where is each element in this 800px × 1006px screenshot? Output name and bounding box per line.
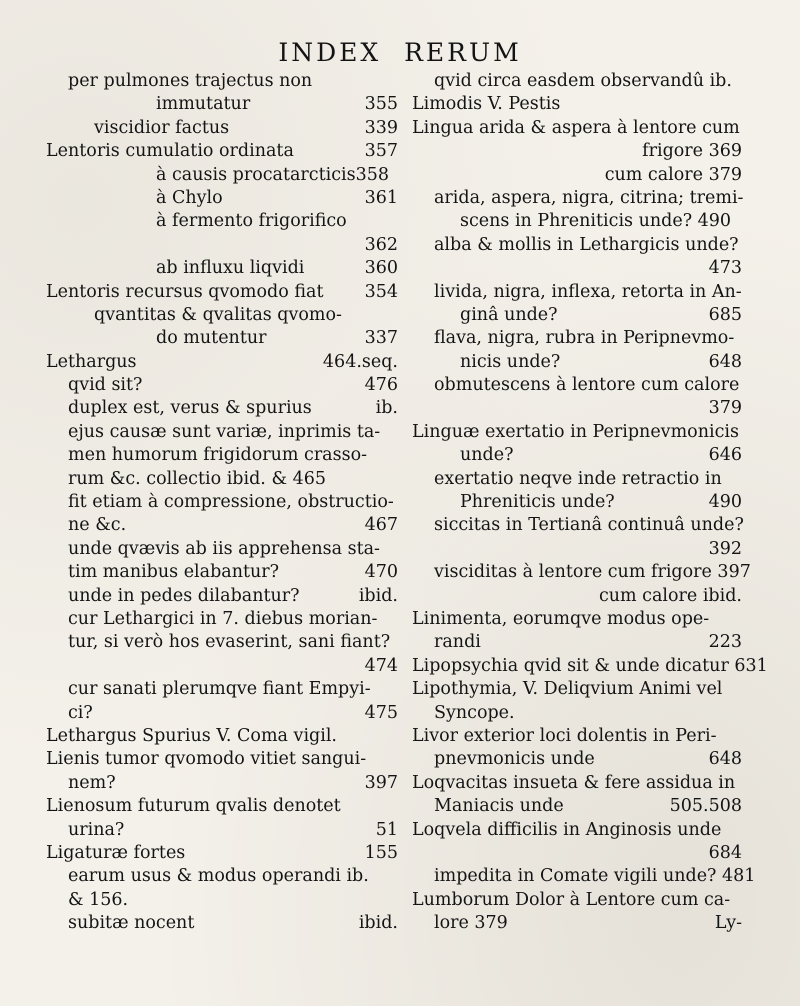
- entry-page-ref: 360: [364, 258, 398, 279]
- entry-page-ref: 505.508: [669, 796, 742, 817]
- index-entry: [412, 327, 742, 350]
- entry-text: qvantitas & qvalitas qvomo-: [94, 304, 342, 325]
- index-entry: [412, 912, 742, 935]
- entry-text: arida, aspera, nigra, citrina; tremi-: [434, 187, 744, 208]
- entry-text: randi: [434, 632, 481, 653]
- index-entry: [412, 140, 742, 163]
- entry-page-ref: cum calore ibid.: [598, 585, 742, 606]
- index-entry: [412, 725, 742, 748]
- entry-page-ref: 51: [375, 819, 398, 840]
- index-entry: [46, 281, 398, 304]
- index-entry: [46, 210, 398, 233]
- entry-page-ref: 223: [708, 632, 742, 653]
- entry-text: alba & mollis in Lethargicis unde?: [434, 234, 739, 255]
- entry-text: ejus causæ sunt variæ, inprimis ta-: [68, 421, 381, 442]
- index-entry: [412, 631, 742, 654]
- index-entry: [46, 585, 398, 608]
- entry-page-ref: 339: [364, 117, 398, 138]
- entry-text: earum usus & modus operandi ib.: [68, 866, 369, 887]
- index-entry: [412, 117, 742, 140]
- index-entry: [412, 444, 742, 467]
- entry-text: ne &c.: [68, 515, 127, 536]
- index-entry: [46, 374, 398, 397]
- entry-text: subitæ nocent: [68, 913, 195, 934]
- index-entry: [46, 234, 398, 257]
- entry-text: Lentoris cumulatio ordinata: [46, 141, 294, 162]
- entry-page-ref: 490: [708, 492, 742, 513]
- index-entry: [412, 468, 742, 491]
- entry-text: ginâ unde?: [460, 304, 558, 325]
- entry-page-ref: 357: [364, 141, 398, 162]
- entry-text: nicis unde?: [460, 351, 561, 372]
- entry-text: Lethargus Spurius V. Coma vigil.: [46, 725, 337, 746]
- entry-text: visciditas à lentore cum frigore 397: [434, 562, 751, 583]
- index-entry: [412, 351, 742, 374]
- entry-text: Lumborum Dolor à Lentore cum ca-: [412, 889, 731, 910]
- entry-text: ab influxu liqvidi: [156, 258, 305, 279]
- index-entry: [46, 912, 398, 935]
- index-entry: [46, 421, 398, 444]
- entry-text: à causis procatarcticis358: [156, 164, 390, 185]
- entry-text: immutatur: [156, 94, 251, 115]
- index-entry: [46, 351, 398, 374]
- index-entry: [46, 819, 398, 842]
- entry-page-ref: 379: [708, 398, 742, 419]
- entry-page-ref: 648: [708, 749, 742, 770]
- entry-text: cur sanati plerumqve fiant Empyi-: [68, 679, 371, 700]
- entry-page-ref: 337: [364, 328, 398, 349]
- entry-text: Linimenta, eorumqve modus ope-: [412, 608, 710, 629]
- index-entry: [46, 327, 398, 350]
- entry-text: lore 379: [434, 913, 508, 934]
- entry-text: à Chylo: [156, 187, 223, 208]
- index-entry: [46, 631, 398, 654]
- entry-text: obmutescens à lentore cum calore: [434, 375, 740, 396]
- entry-text: do mutentur: [156, 328, 267, 349]
- entry-page-ref: 476: [364, 375, 398, 396]
- index-entry: [412, 889, 742, 912]
- index-entry: [412, 234, 742, 257]
- index-entry: [412, 702, 742, 725]
- entry-text: à fermento frigorifico: [156, 211, 347, 232]
- entry-page-ref: 474: [364, 655, 398, 676]
- entry-text: ci?: [68, 702, 93, 723]
- right-index-column: [412, 70, 768, 935]
- entry-text: scens in Phreniticis unde? 490: [460, 211, 732, 232]
- index-entry: [46, 164, 398, 187]
- index-entry: [46, 187, 398, 210]
- index-entry: [46, 702, 398, 725]
- index-entry: [412, 397, 742, 420]
- entry-text: unde?: [460, 445, 514, 466]
- index-entry: [412, 491, 742, 514]
- index-entry: [46, 444, 398, 467]
- entry-text: Maniacis unde: [434, 796, 564, 817]
- index-entry: [412, 678, 742, 701]
- entry-page-ref: frigore 369: [642, 141, 742, 162]
- index-entry: [412, 70, 742, 93]
- index-entry: [46, 795, 398, 818]
- index-entry: [46, 842, 398, 865]
- entry-text: unde qvævis ab iis apprehensa sta-: [68, 538, 380, 559]
- entry-text: Lipopsychia qvid sit & unde dicatur 631: [412, 655, 768, 676]
- entry-text: tur, si verò hos evaserint, sani fiant?: [68, 632, 391, 653]
- running-header: [0, 38, 800, 68]
- index-entry: [46, 117, 398, 140]
- header-word-index: INDEX: [278, 38, 382, 67]
- entry-text: unde in pedes dilabantur?: [68, 585, 300, 606]
- entry-text: duplex est, verus & spurius: [68, 398, 312, 419]
- entry-page-ref: 362: [364, 234, 398, 255]
- index-entry: [46, 468, 398, 491]
- entry-text: & 156.: [68, 889, 129, 910]
- entry-text: Loqvacitas insueta & fere assidua in: [412, 772, 736, 793]
- entry-text: Linguæ exertatio in Peripnevmonicis: [412, 421, 739, 442]
- index-entry: [46, 491, 398, 514]
- entry-text: impedita in Comate vigili unde? 481: [434, 866, 756, 887]
- index-entry: [412, 585, 742, 608]
- index-entry: [46, 397, 398, 420]
- index-entry: [46, 140, 398, 163]
- index-entry: [46, 889, 398, 912]
- index-entry: [46, 725, 398, 748]
- entry-text: fit etiam à compressione, obstructio-: [68, 492, 394, 513]
- entry-page-ref: 355: [364, 94, 398, 115]
- entry-text: Lingua arida & aspera à lentore cum: [412, 117, 740, 138]
- entry-page-ref: 464.seq.: [322, 351, 398, 372]
- entry-text: rum &c. collectio ibid. & 465: [68, 468, 326, 489]
- entry-text: Lentoris recursus qvomodo fiat: [46, 281, 324, 302]
- left-index-column: [46, 70, 398, 935]
- entry-text: Syncope.: [434, 702, 515, 723]
- entry-page-ref: 470: [364, 562, 398, 583]
- entry-text: Lipothymia, V. Deliqvium Animi vel: [412, 679, 723, 700]
- entry-text: pnevmonicis unde: [434, 749, 595, 770]
- index-entry: [46, 655, 398, 678]
- entry-text: Loqvela difficilis in Anginosis unde: [412, 819, 722, 840]
- entry-page-ref: 646: [708, 445, 742, 466]
- entry-text: tim manibus elabantur?: [68, 562, 280, 583]
- entry-text: siccitas in Tertianâ continuâ unde?: [434, 515, 744, 536]
- entry-text: nem?: [68, 772, 116, 793]
- entry-page-ref: Ly-: [714, 913, 742, 934]
- index-entry: [412, 374, 742, 397]
- entry-page-ref: 648: [708, 351, 742, 372]
- entry-page-ref: ibid.: [358, 913, 398, 934]
- index-entry: [412, 538, 742, 561]
- entry-text: Lethargus: [46, 351, 137, 372]
- header-word-rerum: RERUM: [404, 38, 522, 67]
- entry-page-ref: 354: [364, 281, 398, 302]
- index-entry: [412, 93, 742, 116]
- entry-text: men humorum frigidorum crasso-: [68, 445, 368, 466]
- entry-text: Livor exterior loci dolentis in Peri-: [412, 725, 717, 746]
- index-entry: [46, 772, 398, 795]
- index-entry: [412, 164, 742, 187]
- index-entry: [412, 561, 751, 584]
- index-entry: [412, 795, 742, 818]
- entry-text: Ligaturæ fortes: [46, 842, 186, 863]
- entry-page-ref: cum calore 379: [604, 164, 742, 185]
- entry-text: qvid sit?: [68, 375, 143, 396]
- entry-page-ref: 684: [708, 842, 742, 863]
- index-entry: [46, 93, 398, 116]
- entry-page-ref: 397: [364, 772, 398, 793]
- entry-text: qvid circa easdem observandû ib.: [434, 71, 732, 91]
- index-entry: [412, 304, 742, 327]
- entry-text: per pulmones trajectus non: [68, 71, 313, 91]
- entry-text: Lienosum futurum qvalis denotet: [46, 796, 341, 817]
- entry-text: viscidior factus: [94, 117, 230, 138]
- entry-page-ref: ibid.: [358, 585, 398, 606]
- index-entry: [412, 748, 742, 771]
- entry-page-ref: 155: [364, 842, 398, 863]
- entry-text: Lienis tumor qvomodo vitiet sangui-: [46, 749, 367, 770]
- index-entry: [46, 257, 398, 280]
- entry-page-ref: 467: [364, 515, 398, 536]
- index-entry: [412, 819, 742, 842]
- index-entry: [46, 561, 398, 584]
- index-entry: [412, 655, 768, 678]
- index-entry: [46, 70, 398, 93]
- entry-page-ref: 473: [708, 258, 742, 279]
- entry-text: Phreniticis unde?: [460, 492, 615, 513]
- entry-page-ref: 475: [364, 702, 398, 723]
- index-entry: [412, 421, 742, 444]
- index-entry: [412, 187, 742, 210]
- index-entry: [46, 678, 398, 701]
- index-entry: [46, 514, 398, 537]
- index-entry: [46, 538, 398, 561]
- index-entry: [412, 281, 742, 304]
- index-entry: [412, 865, 756, 888]
- entry-text: exertatio neqve inde retractio in: [434, 468, 722, 489]
- entry-text: Limodis V. Pestis: [412, 94, 561, 115]
- index-entry: [412, 772, 742, 795]
- entry-text: livida, nigra, inflexa, retorta in An-: [434, 281, 742, 302]
- index-entry: [412, 514, 742, 537]
- entry-page-ref: 685: [708, 304, 742, 325]
- index-entry: [46, 608, 398, 631]
- index-entry: [412, 842, 742, 865]
- entry-text: cur Lethargici in 7. diebus morian-: [68, 608, 378, 629]
- index-entry: [46, 748, 398, 771]
- index-entry: [412, 608, 742, 631]
- entry-page-ref: 392: [708, 538, 742, 559]
- entry-text: flava, nigra, rubra in Peripnevmo-: [434, 328, 735, 349]
- index-entry: [46, 304, 398, 327]
- index-entry: [412, 257, 742, 280]
- entry-text: urina?: [68, 819, 125, 840]
- index-entry: [412, 210, 742, 233]
- index-entry: [46, 865, 398, 888]
- entry-page-ref: 361: [364, 187, 398, 208]
- entry-page-ref: ib.: [375, 398, 398, 419]
